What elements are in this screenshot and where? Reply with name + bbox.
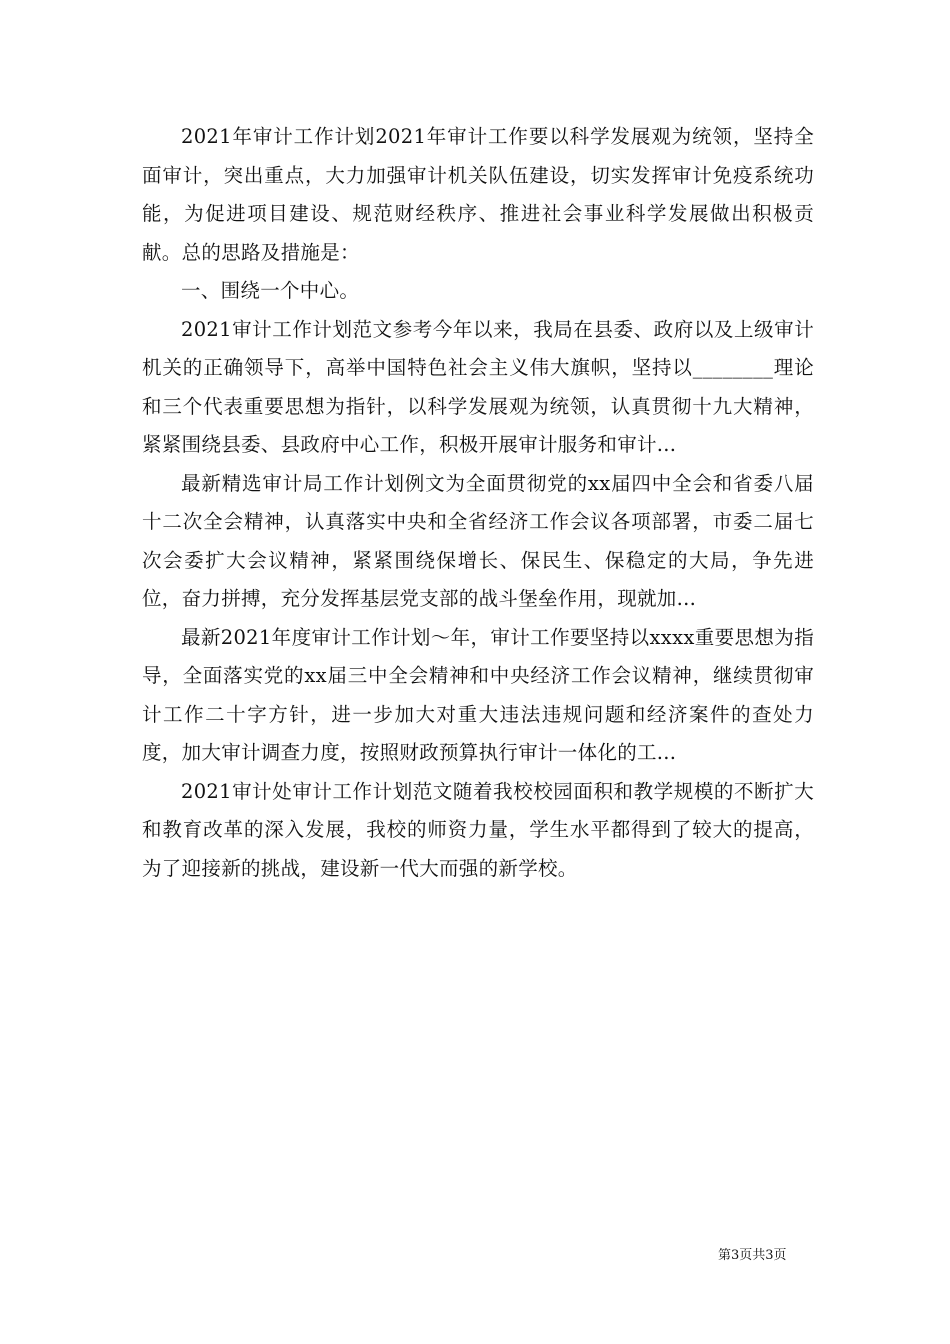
- paragraph: 2021审计处审计工作计划范文随着我校校园面积和教学规模的不断扩大和教育改革的深入发展，我校的师资力量，学生水平都得到了较大的提高，为了迎接新的挑战，建设新一代大而强的新学校。: [142, 779, 814, 880]
- paragraph: 2021审计工作计划范文参考今年以来，我局在县委、政府以及上级审计机关的正确领导下，高举中国特色社会主义伟大旗帜，坚持以________理论和三个代表重要思想为指针，以科学发展观为统领，认真贯彻十九大精神，紧紧围绕县委、县政府中心工作，积极开展审计服务和审计...: [142, 317, 814, 456]
- paragraph: 2021年审计工作计划2021年审计工作要以科学发展观为统领，坚持全面审计，突出重点，大力加强审计机关队伍建设，切实发挥审计免疫系统功能，为促进项目建设、规范财经秩序、推进社会事业科学发展做出积极贡献。总的思路及措施是：: [142, 125, 814, 264]
- paragraph: 一、围绕一个中心。: [181, 279, 360, 302]
- paragraph: 最新精选审计局工作计划例文为全面贯彻党的xx届四中全会和省委八届十二次全会精神，认真落实中央和全省经济工作会议各项部署，市委二届七次会委扩大会议精神，紧紧围绕保增长、保民生、保稳定的大局，争先进位，奋力拼搏，充分发挥基层党支部的战斗堡垒作用，现就加...: [142, 471, 814, 610]
- page-number-footer: 第3页共3页: [718, 1248, 787, 1263]
- document-body: [142, 118, 814, 888]
- paragraph: 最新2021年度审计工作计划～年，审计工作要坚持以xxxx重要思想为指导，全面落实党的xx届三中全会精神和中央经济工作会议精神，继续贯彻审计工作二十字方针，进一步加大对重大违法违规问题和经济案件的查处力度，加大审计调查力度，按照财政预算执行审计一体化的工...: [142, 625, 814, 764]
